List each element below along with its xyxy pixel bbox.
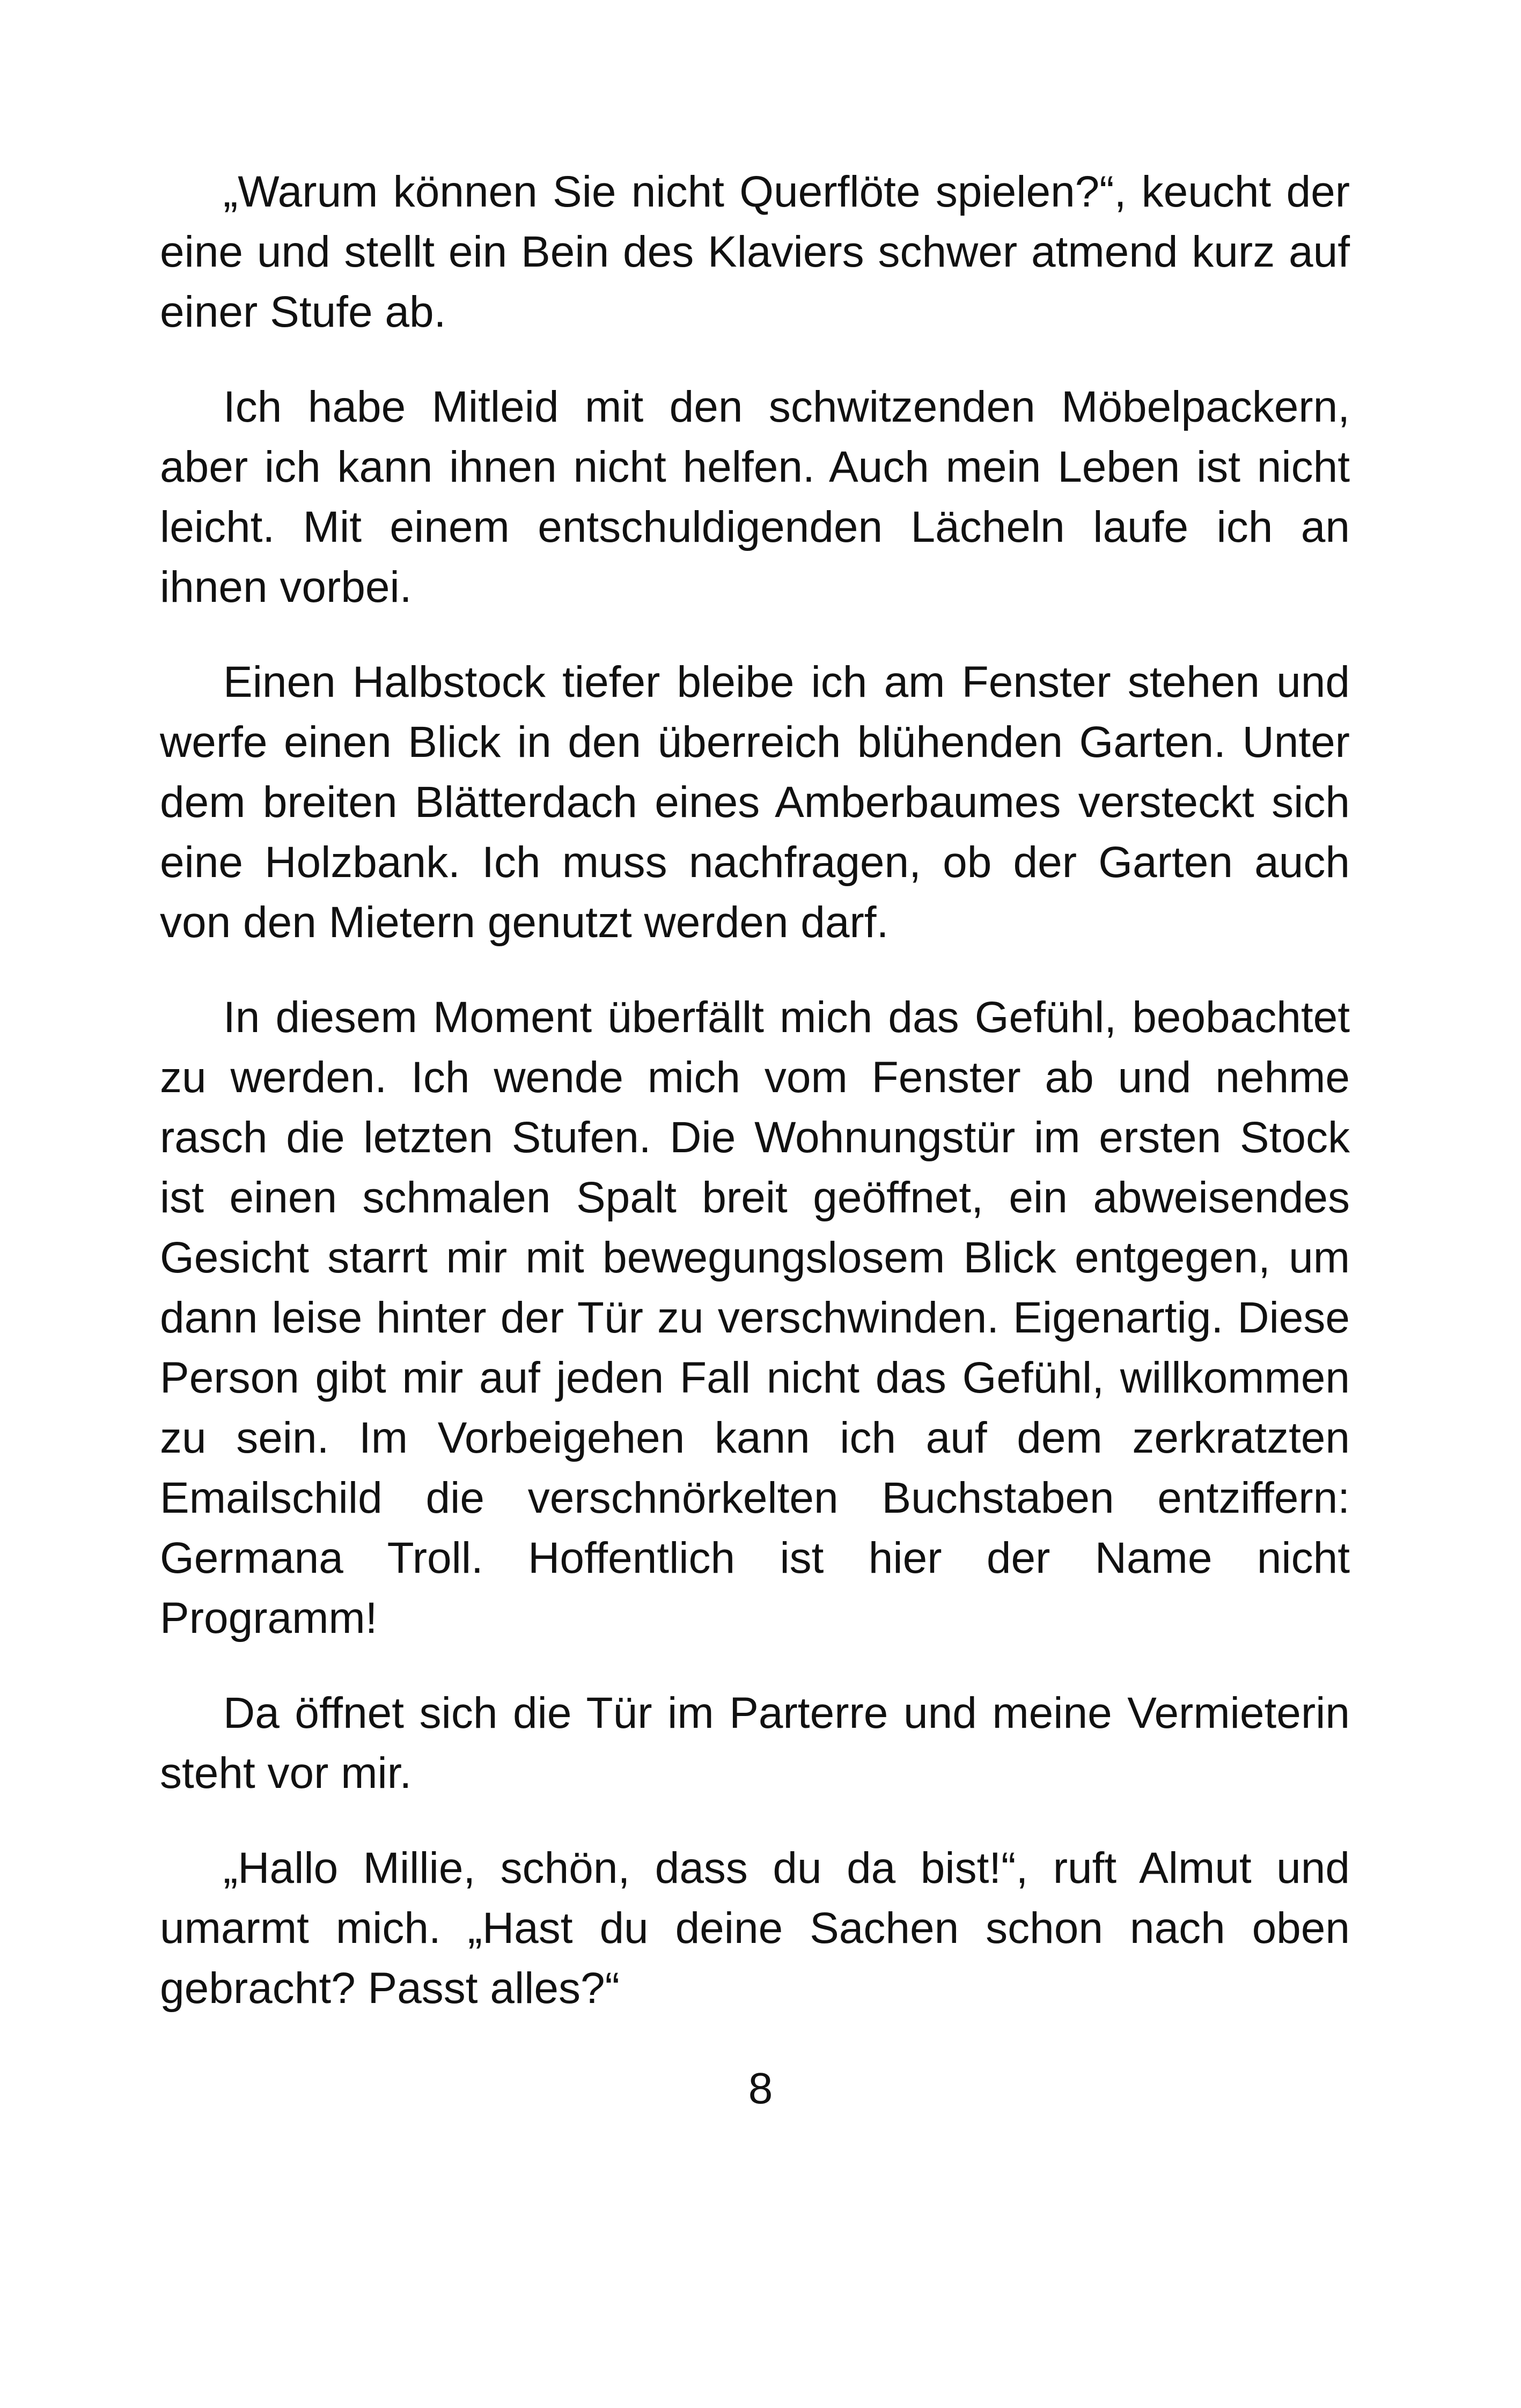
paragraph-4: In diesem Moment überfällt mich das Gefühl, beobachtet zu werden. Ich wende mich vom Fenster ab und nehme rasch die letzten Stufen. Die Wohnungstür im ersten Stock ist einen schmalen Spalt breit geöffnet, ein abweisendes Gesicht starrt mir mit bewegungslosem Blick entgegen, um dann leise hinter der Tür zu verschwinden. Eigenartig. Diese Person gibt mir auf jeden Fall nicht das Gefühl, willkommen zu sein. Im Vorbeigehen kann ich auf dem zerkratzten Emailschild die verschnörkelten Buchstaben entziffern: Germana Troll. Hoffentlich ist hier der Name nicht Programm! xyxy=(160,993,1350,1643)
paragraph-2: Ich habe Mitleid mit den schwitzenden Möbelpackern, aber ich kann ihnen nicht helfen. Auch mein Leben ist nicht leicht. Mit einem entschuldigenden Lächeln laufe ich an ihnen vorbei. xyxy=(160,382,1350,612)
paragraph-1: „Warum können Sie nicht Querflöte spielen?“, keucht der eine und stellt ein Bein des Klaviers schwer atmend kurz auf einer Stufe ab. xyxy=(160,167,1350,336)
paragraph-3: Einen Halbstock tiefer bleibe ich am Fenster stehen und werfe einen Blick in den überreich blühenden Garten. Unter dem breiten Blätterdach eines Amberbaumes versteckt sich eine Holzbank. Ich muss nachfragen, ob der Garten auch von den Mietern genutzt werden darf. xyxy=(160,658,1350,947)
body-text xyxy=(160,162,1350,2053)
paragraph-6: „Hallo Millie, schön, dass du da bist!“, ruft Almut und umarmt mich. „Hast du deine Sachen schon nach oben gebracht? Passt alles?“ xyxy=(160,1844,1350,2013)
paragraph-5: Da öffnet sich die Tür im Parterre und meine Vermieterin steht vor mir. xyxy=(160,1689,1350,1798)
page-number: 8 xyxy=(748,2064,773,2113)
